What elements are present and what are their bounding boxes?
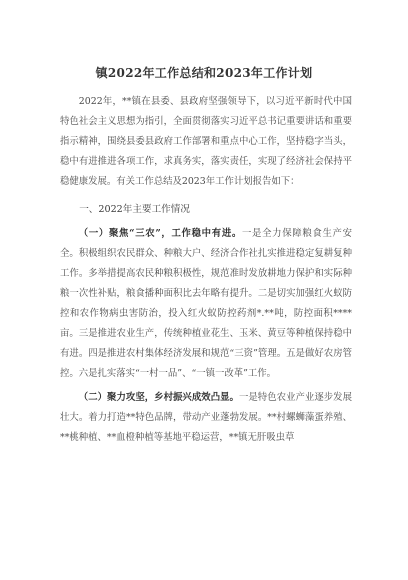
item-body-2: 一是特色农业产业逐步发展壮大。着力打造**特色品牌，带动产业蓬勃发展。**村螺蛳藻蛋养殖、**桃种植、**血橙种植等基地平稳运营，**镇无肝吸虫草: [60, 392, 352, 443]
document-body: [60, 92, 352, 448]
intro-paragraph: 2022年，**镇在县委、县政府坚强领导下，以习近平新时代中国特色社会主义思想为指引，全面贯彻落实习近平总书记重要讲话和重要指示精神，围绕县委县政府工作部署和重点中心工作，坚持稳字当头，稳中有进推进各项工作，求真务实，落实责任，实现了经济社会保持平稳健康发展。有关工作总结及2023年工作计划报告如下：: [60, 96, 352, 187]
item-body-1: 一是全力保障粮食生产安全。积极组织农民群众、种粮大户、经济合作社扎实推进稳定复耕复种工作。多举措提高农民种粮积极性，规范准时发放耕地力保护和实际种粮一次性补贴，粮食播种面积比去年略有提升。二是切实加强红火蚁防控和农作物病虫害防治，投入红火蚁防控药剂*.**吨，防控面积****亩。三是推进农业生产，传统种植业花生、玉米、黄豆等种植保持稳中有进。四是推进农村集体经济发展和规范“三资”管理。五是做好农房管控。六是扎实落实“一村一品”、“一镇一改革”工作。: [60, 228, 352, 379]
item-paragraph-2: [60, 388, 352, 448]
item-heading-1: （一）聚焦“三农”，工作稳中有进。: [78, 228, 242, 239]
item-heading-2: （二）聚力攻坚，乡村振兴成效凸显。: [78, 392, 239, 403]
item-paragraph-1: [60, 224, 352, 384]
section-heading: 一、2022年主要工作情况: [79, 204, 190, 215]
document-title: 镇2022年工作总结和2023年工作计划: [95, 66, 313, 80]
